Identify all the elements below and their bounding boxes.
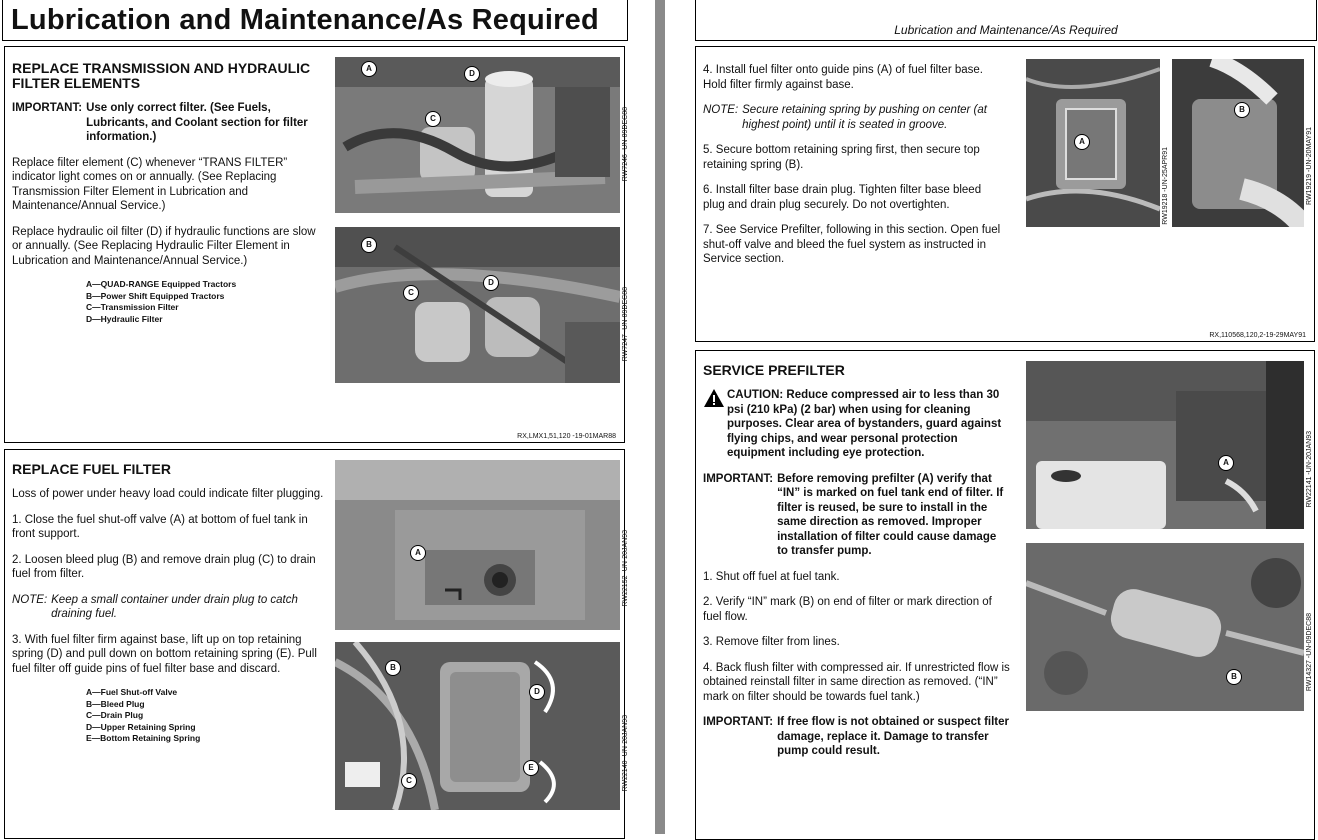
photo-power-shift-filters [335,227,620,383]
section-title: REPLACE TRANSMISSION AND HYDRAULIC FILTER ELEMENTS [12,60,311,91]
legend-item: D—Hydraulic Filter [86,313,163,324]
important-label: IMPORTANT: [703,472,774,485]
right-page-title: Lubrication and Maintenance/As Required [894,23,1118,37]
photo-caption: RW7247 -UN-09DEC88 [622,287,629,362]
left-page-header [2,0,628,41]
legend-item: B—Power Shift Equipped Tractors [86,290,225,301]
photo-caption: RW22140 -UN-20JAN93 [622,715,629,792]
right-page-header [695,0,1317,41]
note-label: NOTE: [12,593,48,606]
caution-note [703,388,1010,461]
photo-caption: RW19219 -UN-20MAY91 [1306,127,1313,205]
step: 1. Shut off fuel at fuel tank. [703,570,840,583]
callout-a: A [1074,134,1090,150]
important-note [703,472,1010,559]
callout-c: C [403,285,419,301]
important-text: Use only correct filter. (See Fuels, Lubricants, and Coolant section for filter information.) [86,102,308,143]
section-footer: RX,110568,120,2-19-29MAY91 [1209,332,1306,339]
note-text: Keep a small container under drain plug to catch draining fuel. [51,593,298,620]
callout-a: A [410,545,426,561]
photo-caption: RW22141 -UN-20JAN93 [1306,431,1313,508]
step: 5. Secure bottom retaining spring first, then secure top retaining spring (B). [703,144,980,171]
callout-a: A [361,61,377,77]
legend-item: E—Bottom Retaining Spring [86,733,201,743]
legend-item: C—Transmission Filter [86,302,179,312]
photo-caption: RW7246 -UN-09DEC88 [622,107,629,182]
important-text: If free flow is not obtained or suspect filter damage, replace it. Damage to transfer pump could result. [777,716,1010,757]
important-note [703,715,1010,759]
section-footer: RX,LMX1,51,120 -19-01MAR88 [517,433,616,440]
callout-d: D [483,275,499,291]
service-prefilter-section [695,350,1315,840]
note [703,103,1003,132]
transmission-filter-section [4,46,629,443]
callout-b: B [1234,102,1250,118]
photo-top-retaining-spring [1172,59,1304,227]
step: 1. Close the fuel shut-off valve (A) at bottom of fuel tank in front support. [12,513,308,540]
step: 4. Install fuel filter onto guide pins (A) of fuel filter base. Hold filter firmly against base. [703,64,983,91]
fuel-filter-section [4,449,629,839]
callout-d: D [464,66,480,82]
note-label: NOTE: [703,104,739,116]
legend-item: C—Drain Plug [86,710,144,720]
right-page [665,0,1318,834]
important-label: IMPORTANT: [12,102,83,114]
photo-prefilter-location [1026,361,1304,529]
fuel-filter-continued-section [695,46,1315,342]
paragraph: Replace filter element (C) whenever “TRANS FILTER” indicator light comes on or annually. (See Replacing Transmission Filter Element in Lubrication and Maintenance/Annual Service.) [12,156,288,212]
section-title: SERVICE PREFILTER [703,362,845,378]
step: 3. Remove filter from lines. [703,636,840,648]
paragraph: Loss of power under heavy load could indicate filter plugging. [12,488,324,500]
transmission-filter-text [12,61,324,325]
note-text: Secure retaining spring by pushing on center (at highest point) until it is seated in groove. [742,104,987,131]
service-prefilter-text [703,363,1010,770]
photo-filter-guide-pins [1026,59,1160,227]
photo-caption: RW14327 -UN-09DEC88 [1306,613,1313,692]
paragraph: Replace hydraulic oil filter (D) if hydraulic functions are slow or annually. (See Replacing Hydraulic Filter Element in Lubrication and Maintenance/Annual Service.) [12,225,316,267]
callout-c: C [401,773,417,789]
step: 7. See Service Prefilter, following in this section. Open fuel shut-off valve and bleed the fuel system as instructed in Service section. [703,224,1001,265]
left-page-title: Lubrication and Maintenance/As Required [11,4,599,36]
legend-item: A—QUAD-RANGE Equipped Tractors [86,279,237,289]
photo-fuel-shutoff-valve [335,460,620,630]
fuel-filter-text [12,462,324,745]
section-title: REPLACE FUEL FILTER [12,461,171,477]
callout-b: B [385,660,401,676]
callout-d: D [529,684,545,700]
note [12,593,324,622]
left-page [0,0,655,834]
caution-text: CAUTION: Reduce compressed air to less than 30 psi (210 kPa) (2 bar) when using for cleaning purposes. Clear area of bystanders, guard against flying chips, and wear personal protection equipment including eye protection. [727,389,1002,459]
important-note [12,101,324,145]
legend-item: D—Upper Retaining Spring [86,721,196,732]
fuel-filter-continued-text [703,63,1003,278]
photo-caption: RW19218 -UN-25APR91 [1162,147,1169,225]
step: 3. With fuel filter firm against base, lift up on top retaining spring (D) and pull down on bottom retaining spring (E). Pull fuel filter off guide pins of fuel filter base and discard. [12,633,317,675]
photo-prefilter-in-mark [1026,543,1304,711]
callout-b: B [1226,669,1242,685]
callout-e: E [523,760,539,776]
important-text: Before removing prefilter (A) verify that “IN” is marked on fuel tank end of filter. If filter is reused, be sure to install in the same direction as removed. Improper installation of filter could cause damage to transfer pump. [777,472,1004,557]
legend [86,279,324,325]
step: 4. Back flush filter with compressed air. If unrestricted flow is obtained reinstall filter in same direction as removed. (“IN” mark on filter should be towards fuel tank.) [703,661,1010,703]
important-label: IMPORTANT: [703,716,774,728]
step: 6. Install filter base drain plug. Tighten filter base bleed plug and drain plug securely. Do not overtighten. [703,184,982,211]
legend [86,687,324,745]
photo-fuel-filter-springs [335,642,620,810]
photo-quad-range-filters [335,57,620,213]
legend-item: B—Bleed Plug [86,698,145,709]
step: 2. Verify “IN” mark (B) on end of filter or mark direction of fuel flow. [703,596,992,623]
photo-caption: RW22152 -UN-20JAN93 [622,530,629,607]
callout-c: C [425,111,441,127]
legend-item: A—Fuel Shut-off Valve [86,687,178,697]
callout-b: B [361,237,377,253]
warning-triangle-icon [703,388,727,461]
book-spine [655,0,665,834]
step: 2. Loosen bleed plug (B) and remove drain plug (C) to drain fuel from filter. [12,553,316,580]
callout-a: A [1218,455,1234,471]
